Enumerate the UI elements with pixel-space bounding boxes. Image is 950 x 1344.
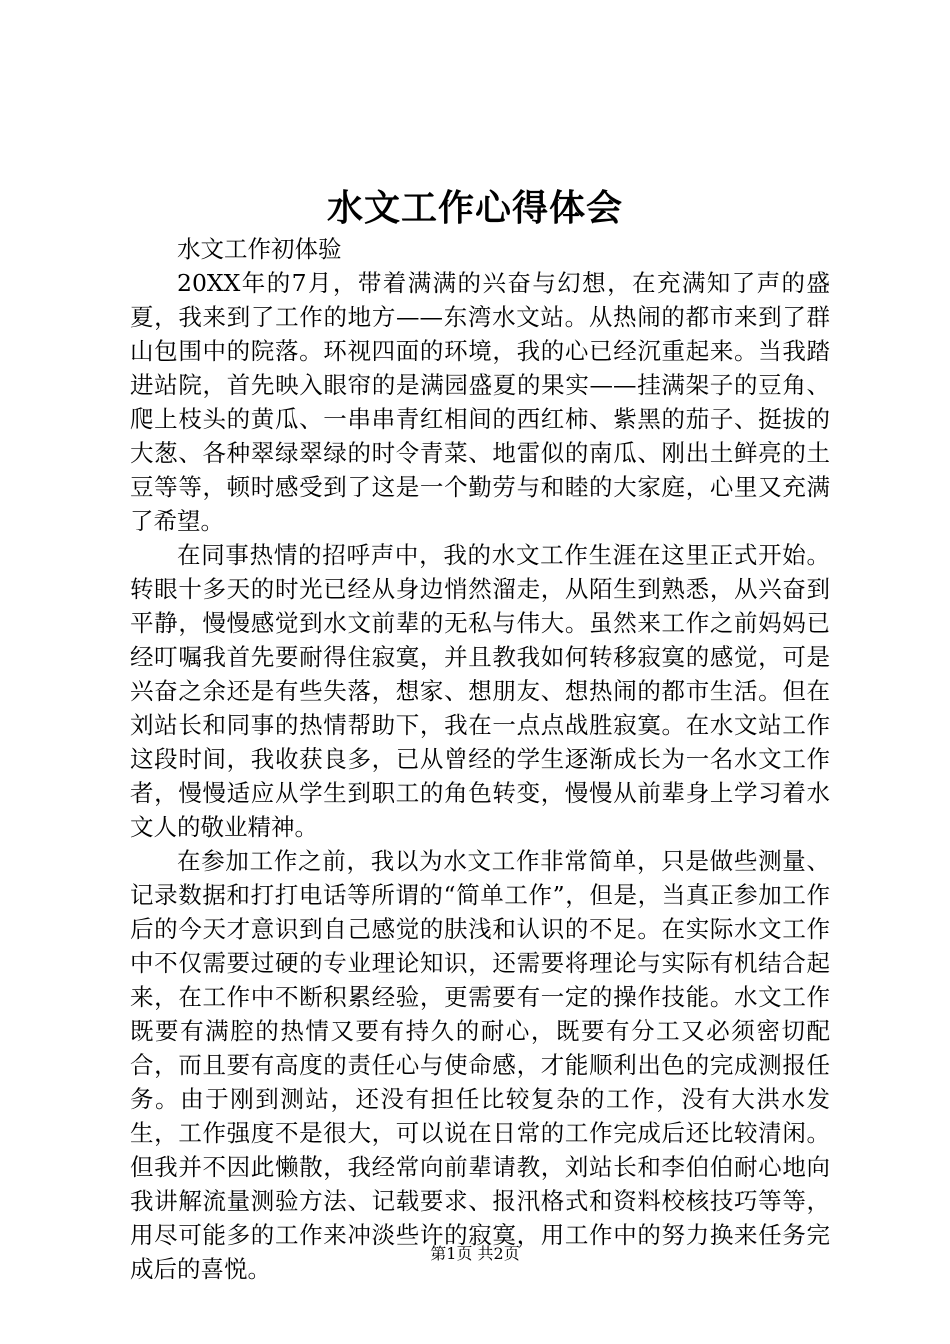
paragraph-3: 在参加工作之前，我以为水文工作非常简单，只是做些测量、记录数据和打打电话等所谓的“简单工作”，但是，当真正参加工作后的今天才意识到自己感觉的肤浅和认识的不足。在实际水文工作中不仅需要过硬的专业理论知识，还需要将理论与实际有机结合起来，在工作中不断积累经验，更需要有一定的操作技能。水文工作既要有满腔的热情又要有持久的耐心，既要有分工又必须密切配合，而且要有高度的责任心与使命感，才能顺利出色的完成测报任务。由于刚到测站，还没有担任比较复杂的工作，没有大洪水发生，工作强度不是很大，可以说在日常的工作完成后还比较清闲。但我并不因此懒散，我经常向前辈请教，刘站长和李伯伯耐心地向我讲解流量测验方法、记载要求、报汛格式和资料校核技巧等等，用尽可能多的工作来冲淡些许的寂寞，用工作中的努力换来任务完成后的喜悦。: [130, 847, 830, 1283]
document-title: 水文工作心得体会: [326, 187, 623, 229]
paragraph-2: 在同事热情的招呼声中，我的水文工作生涯在这里正式开始。转眼十多天的时光已经从身边悄然溜走，从陌生到熟悉，从兴奋到平静，慢慢感觉到水文前辈的无私与伟大。虽然来工作之前妈妈已经叮嘱我首先要耐得住寂寞，并且教我如何转移寂寞的感觉，可是兴奋之余还是有些失落，想家、想朋友、想热闹的都市生活。但在刘站长和同事的热情帮助下，我在一点点战胜寂寞。在水文站工作这段时间，我收获良多，已从曾经的学生逐渐成长为一名水文工作者，慢慢适应从学生到职工的角色转变，慢慢从前辈身上学习着水文人的敬业精神。: [130, 541, 830, 841]
paragraph-1: 20XX年的7月，带着满满的兴奋与幻想，在充满知了声的盛夏，我来到了工作的地方——东湾水文站。从热闹的都市来到了群山包围中的院落。环视四面的环境，我的心已经沉重起来。当我踏进站院，首先映入眼帘的是满园盛夏的果实——挂满架子的豆角、爬上枝头的黄瓜、一串串青红相间的西红柿、紫黑的茄子、挺拔的大葱、各种翠绿翠绿的时令青菜、地雷似的南瓜、刚出土鲜亮的土豆等等，顿时感受到了这是一个勤劳与和睦的大家庭，心里又充满了希望。: [130, 269, 830, 535]
section-subtitle: 水文工作初体验: [177, 235, 342, 263]
document-body: [130, 232, 830, 1286]
page-footer: 第1页 共2页: [430, 1244, 520, 1263]
